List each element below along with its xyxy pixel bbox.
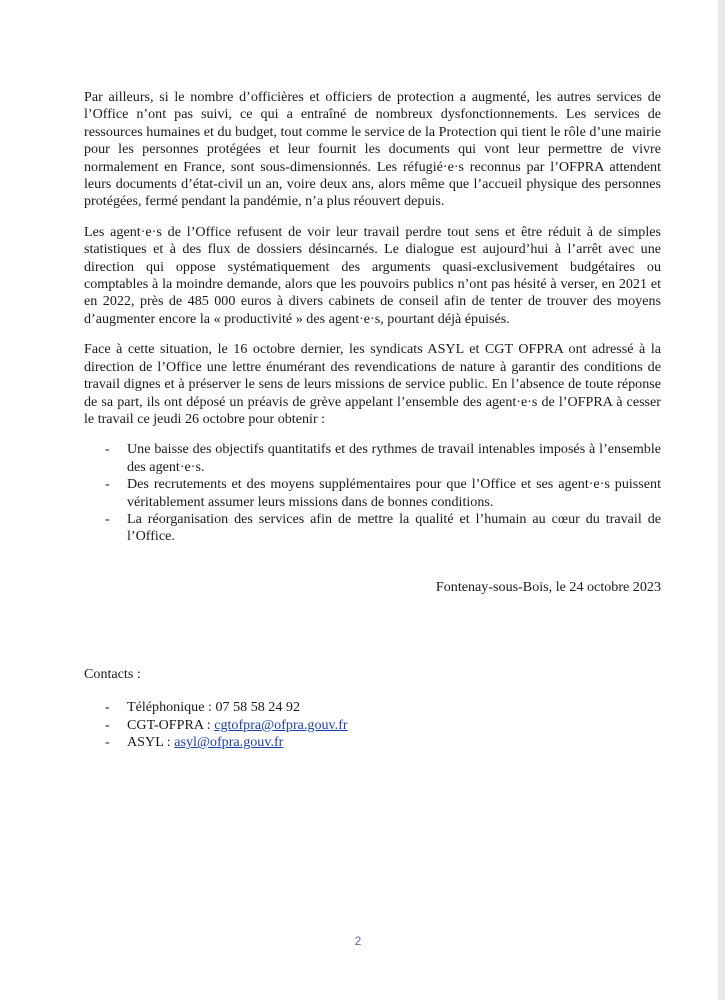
demand-item [84, 441, 661, 476]
cgt-email-link[interactable]: cgtofpra@ofpra.gouv.fr [214, 716, 348, 733]
dash-bullet: - [105, 476, 110, 493]
viewer-edge [718, 0, 725, 1000]
document-body [84, 89, 661, 546]
contacts-section [84, 666, 661, 752]
paragraph-strike-notice: Face à cette situation, le 16 octobre dernier, les syndicats ASYL et CGT OFPRA ont adressé à la direction de l’Office une lettre énumérant des revendications de nature à garantir des conditions de travail dignes et à préserver le sens de leurs missions de service public. En l’absence de toute réponse de sa part, ils ont déposé un préavis de grève appelant l’ensemble des agent·e·s de l’OFPRA à cesser le travail ce jeudi 26 octobre pour obtenir : [84, 341, 661, 427]
contacts-list [84, 699, 661, 751]
contacts-title: Contacts : [84, 666, 141, 682]
phone-number: 07 58 58 24 92 [215, 699, 301, 716]
contact-label: ASYL : [127, 734, 175, 751]
demand-text: La réorganisation des services afin de mettre la qualité et l’humain au cœur du travail de l’Office. [127, 510, 661, 545]
page-number: 2 [354, 934, 362, 948]
asyl-email-link[interactable]: asyl@ofpra.gouv.fr [174, 734, 284, 751]
contact-asyl [84, 734, 661, 751]
contact-label: CGT-OFPRA : [127, 716, 215, 733]
contact-phone [84, 699, 661, 716]
demands-list [84, 441, 661, 545]
demand-item [84, 511, 661, 546]
dash-bullet: - [105, 441, 110, 458]
dash-bullet: - [105, 716, 110, 733]
dash-bullet: - [105, 699, 110, 716]
paragraph-staffing: Par ailleurs, si le nombre d’officières et officiers de protection a augmenté, les autres services de l’Office n’ont pas suivi, ce qui a entraîné de nombreux dysfonctionnements. Les services de ressources humaines et du budget, tout comme le service de la Protection qui tient le rôle d’une mairie pour les personnes protégées et leur fournit les documents qui vont leur permettre de vivre normalement en France, sont sous-dimensionnés. Les réfugié·e·s reconnus par l’OFPRA attendent leurs documents d’état-civil un an, voire deux ans, alors même que l’accueil physique des personnes protégées, fermé pendant la pandémie, n’a plus réouvert depuis. [84, 89, 661, 210]
paragraph-agents: Les agent·e·s de l’Office refusent de voir leur travail perdre tout sens et être réduit à de simples statistiques et à des flux de dossiers désincarnés. Le dialogue est aujourd’hui à l’arrêt avec une direction qui oppose systématiquement des arguments quasi-exclusivement budgétaires ou comptables à la moindre demande, alors que les pouvoirs publics n’ont pas hésité à verser, en 2021 et en 2022, près de 485 000 euros à divers cabinets de conseil afin de tenter de trouver des moyens d’augmenter encore la « productivité » des agent·e·s, pourtant déjà épuisés. [84, 223, 661, 327]
contact-cgt [84, 717, 661, 734]
place-date: Fontenay-sous-Bois, le 24 octobre 2023 [435, 579, 661, 595]
dash-bullet: - [105, 734, 110, 751]
demand-text: Une baisse des objectifs quantitatifs et des rythmes de travail intenables imposés à l’ensemble des agent·e·s. [127, 441, 661, 475]
dash-bullet: - [105, 510, 110, 527]
demand-item [84, 476, 661, 511]
contact-label: Téléphonique : [127, 699, 216, 716]
demand-text: Des recrutements et des moyens supplémentaires pour que l’Office et ses agent·e·s puissent véritablement assumer leurs missions dans de bonnes conditions. [127, 476, 661, 510]
